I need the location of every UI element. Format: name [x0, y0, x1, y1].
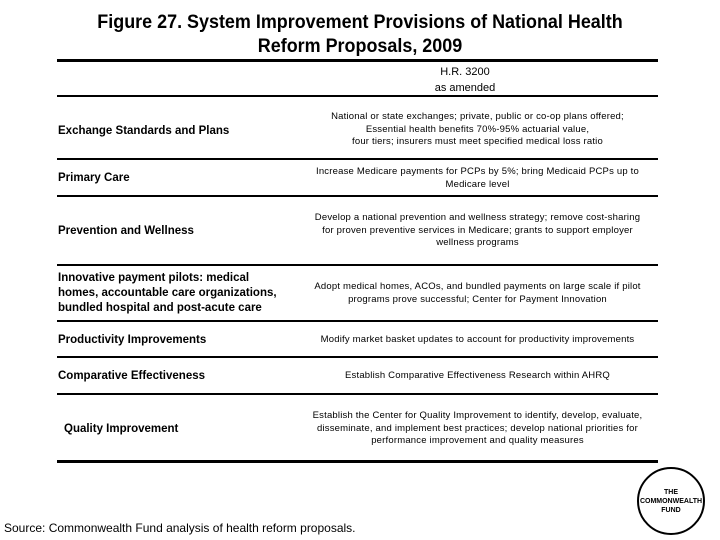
title-line-2: Reform Proposals, 2009	[257, 35, 463, 57]
label-line: Productivity Improvements	[58, 334, 207, 346]
header-rule	[57, 95, 658, 97]
label-line: Exchange Standards and Plans	[58, 125, 230, 137]
desc-line: for proven preventive services in Medicare; grants to support employer	[322, 224, 633, 236]
row-desc-exchange-standards	[290, 111, 665, 149]
row-label-productivity-improvements	[58, 333, 206, 348]
desc-line: disseminate, and implement best practices; develop national priorities for	[316, 422, 639, 434]
row-desc-quality-improvement	[290, 410, 665, 448]
row-desc-productivity-improvements	[290, 334, 665, 347]
desc-line: Essential health benefits 70%-95% actuarial value,	[365, 123, 590, 135]
column-header-hr3200	[400, 64, 530, 96]
label-line: homes, accountable care organizations,	[58, 287, 277, 299]
row-label-quality-improvement	[64, 422, 178, 437]
row-label-prevention-wellness	[58, 224, 194, 239]
row-label-primary-care	[58, 171, 130, 186]
table-top-rule	[57, 59, 658, 62]
source-note: Source: Commonwealth Fund analysis of health reform proposals.	[4, 521, 356, 535]
label-line: Comparative Effectiveness	[58, 370, 206, 382]
row-desc-prevention-wellness	[290, 212, 665, 250]
desc-line: Modify market basket updates to account for productivity improvements	[320, 334, 635, 345]
row-divider	[57, 320, 658, 322]
row-label-innovative-payment-pilots	[58, 271, 277, 316]
row-divider	[57, 264, 658, 266]
table-bottom-rule	[57, 460, 658, 463]
desc-line: Medicare level	[445, 178, 510, 190]
desc-line: performance improvement and quality measures	[371, 435, 584, 446]
label-line: bundled hospital and post-acute care	[58, 302, 262, 314]
desc-line: Establish the Center for Quality Improvement to identify, develop, evaluate,	[312, 410, 643, 421]
row-desc-innovative-payment-pilots	[290, 281, 665, 306]
title-line-1: Figure 27. System Improvement Provisions of National Health	[97, 11, 623, 33]
desc-line: National or state exchanges; private, public or co-op plans offered;	[331, 111, 624, 122]
desc-line: Establish Comparative Effectiveness Research within AHRQ	[345, 370, 610, 381]
label-line: Innovative payment pilots: medical	[58, 272, 250, 284]
label-line: Primary Care	[58, 172, 130, 184]
label-line: Prevention and Wellness	[58, 225, 194, 237]
row-divider	[57, 158, 658, 160]
desc-line: Increase Medicare payments for PCPs by 5%; bring Medicaid PCPs up to	[315, 166, 640, 177]
logo-line: THE	[664, 488, 678, 496]
logo-line: COMMONWEALTH	[639, 497, 703, 505]
row-desc-comparative-effectiveness	[290, 370, 665, 383]
logo-line: FUND	[661, 506, 681, 514]
row-label-exchange-standards	[58, 124, 229, 139]
commonwealth-fund-logo	[637, 467, 705, 535]
figure-title	[29, 10, 691, 58]
row-label-comparative-effectiveness	[58, 369, 205, 384]
desc-line: wellness programs	[436, 237, 519, 248]
row-desc-primary-care	[290, 166, 665, 191]
desc-line: Adopt medical homes, ACOs, and bundled payments on large scale if pilot	[314, 281, 641, 292]
row-divider	[57, 356, 658, 358]
column-header-line-2: as amended	[434, 82, 496, 94]
row-divider	[57, 195, 658, 197]
row-divider	[57, 393, 658, 395]
desc-line: Develop a national prevention and wellness strategy; remove cost-sharing	[314, 212, 641, 223]
label-line: Quality Improvement	[64, 423, 179, 435]
column-header-line-1: H.R. 3200	[440, 66, 490, 78]
desc-line: programs prove successful; Center for Payment Innovation	[348, 293, 607, 305]
desc-line: four tiers; insurers must meet specified medical loss ratio	[352, 136, 603, 147]
